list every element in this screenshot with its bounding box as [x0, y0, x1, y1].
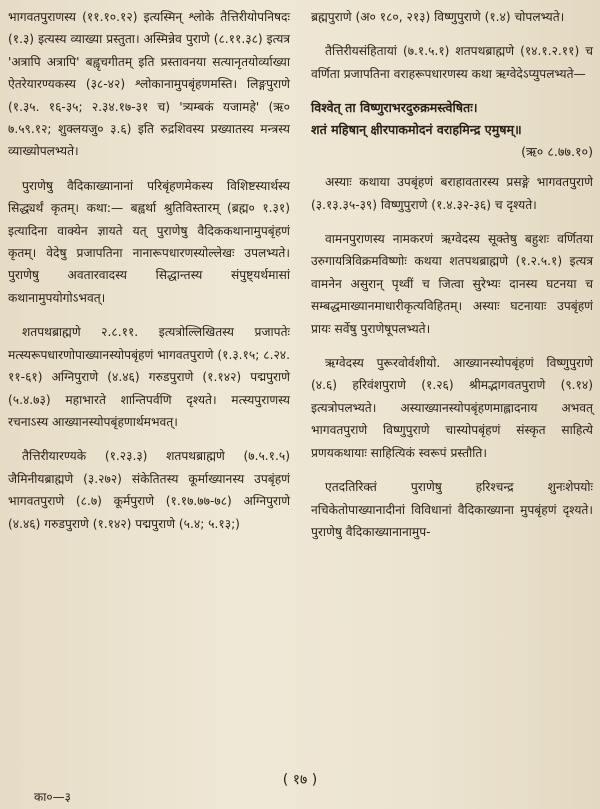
right-paragraph-5: ऋग्वेदस्य पुरूरवोर्वशीयो. आख्यानस्योपबृंहणं विष्णुपुराणे (४.६) हरिवंशपुराणे (१.२६) श्रीमद्भागवतपुराणे (९.१४) इत्यत्रोपलभ्यते। अस्याख्यानस्योपबृंहणमाह्लादनाय अभवत् भागवतपुराणे विष्णुपुराणे चास्योपबृंहणं संस्कृत साहित्ये प्रणयकथायाः साहित्यिकं स्वरूपं प्रस्तौति।: [311, 356, 593, 460]
rigveda-verse: [311, 97, 593, 163]
right-paragraph-3: अस्याः कथाया उपबृंहणं बराहावतारस्य प्रसङ्गे भागवतपुराणे (३.१३.३५-३९) विष्णुपुराणे (१.४.३२-३६) च दृश्यते।: [311, 175, 593, 212]
right-column: [311, 6, 593, 555]
verse-line-1: विश्वेत् ता विष्णुराभरदुरुक्रमस्त्वेषितः।: [311, 100, 478, 116]
left-paragraph-2: पुराणेषु वैदिकाख्यानानां परिबृंहणमेकस्य विशिष्टस्यार्थस्य सिद्ध्यर्थं कृतम्। कथा:— बह्वर्था श्रुतिविस्तारम् (ब्रह्म० १.३१) इत्यादिना वाक्येन ज्ञायते यत् पुराणेषु वैदिककथानामुपबृंहणं कृतम्। वेदेषु प्रजापतिना नानारूपधारणस्योल्लेखः उपलभ्यते। पुराणेषु अवतारवादस्य सिद्धान्तस्य संपुष्ट्यर्थमासां कथानामुपयोगोऽभवत्।: [8, 178, 290, 305]
left-paragraph-3: शतपथब्राह्मणे २.८.११. इत्यत्रोल्लिखितस्य प्रजापतेः मत्स्यरूपधारणोपाख्यानस्योपबृंहणं भागवतपुराणे (१.३.१५; ८.२४. ११-६१) अग्निपुराणे (४.४६) गरुडपुराणे (१.१४२) पद्मपुराणे (५.४.७३) महाभारते शान्तिपर्वणि दृश्यते। मत्स्यपुराणस्य रचनाऽस्य आख्यानस्योपबृंहणार्थमभवत्।: [8, 325, 290, 429]
signature-mark: का०—३: [34, 790, 71, 804]
right-paragraph-6: एतदतिरिक्तं पुराणेषु हरिश्चन्द्र शुनःशेपयोः नचिकेतोपाख्यानादीनां विविधानां वैदिकाख्याना मुपबृंहणं दृश्यते। पुराणेषु वैदिकाख्यानानामुप-: [311, 480, 593, 539]
right-paragraph-4: वामनपुराणस्य नामकरणं ऋग्वेदस्य सूक्तेषु बहुशः वर्णितया उरुगायत्रिविक्रमविष्णोः कथया शतपथब्राह्मणे (१.२.५.१) इत्यत्र वामनेन असुरान् पृथ्वीं च जित्वा सुरेभ्यः दानस्य घटनया च सम्बद्धमाख्यानमाधारीकृत्यविहितम्। अस्याः घटनायाः उपबृंहणं प्रायः सर्वेषु पुराणेषूपलभ्यते।: [311, 232, 593, 336]
left-column: [8, 6, 290, 547]
verse-reference: (ऋ० ८.७७.१०): [521, 144, 593, 160]
left-paragraph-4: तैत्तिरीयारण्यके (१.२३.३) शतपथब्राह्मणे (७.५.१.५) जैमिनीयब्राह्मणे (३.२७२) संकेतितस्य कूर्माख्यानस्य उपबृंहणं भागवतपुराणे (८.७) कूर्मपुराणे (१.१७.७७-७८) अग्निपुराणे (४.४६) गरुडपुराणे (१.१४२) पद्मपुराणे (५.४; ५.१३;): [8, 449, 290, 531]
left-paragraph-1: भागवतपुराणस्य (११.१०.१२) इत्यस्मिन् श्लोके तैत्तिरीयोपनिषदः (१.३) इत्यस्य व्याख्या प्रस्तुता। अस्मिन्नेव पुराणे (८.११.३८) इत्यत्र 'अत्रापि अत्रापि' बह्वृचगीतम् इति प्रस्तावनया सत्यानृतयोर्व्याख्या ऐतरेयारण्यकस्य (३८-४२) श्लोकानामुपबृंहणमस्ति। लिङ्गपुराणे (१.३५. १६-३५; २.३४.१७-३१ च) 'त्र्यम्बकं यजामहे' (ऋ० ७.५९.१२; शुक्लयजु० ३.६) इति रुद्रशिवस्य प्रख्यातस्य मन्त्रस्य व्याख्योपलभ्यते।: [8, 10, 290, 159]
right-paragraph-1: ब्रह्मपुराणे (अ० १८०, २१३) विष्णुपुराणे (१.४) चोपलभ्यते।: [311, 10, 565, 24]
right-paragraph-2: तैत्तिरीयसंहितायां (७.१.५.१) शतपथब्राह्मणे (१४.१.२.११) च वर्णिता प्रजापतिना वराहरूपधारणस्य कथा ऋग्वेदेऽप्युपलभ्यते—: [311, 44, 593, 81]
page-number: ( १७ ): [282, 772, 318, 788]
verse-line-2: शतं महिषान् क्षीरपाकमोदनं वराहमिन्द्र एमुषम्॥: [311, 122, 522, 138]
